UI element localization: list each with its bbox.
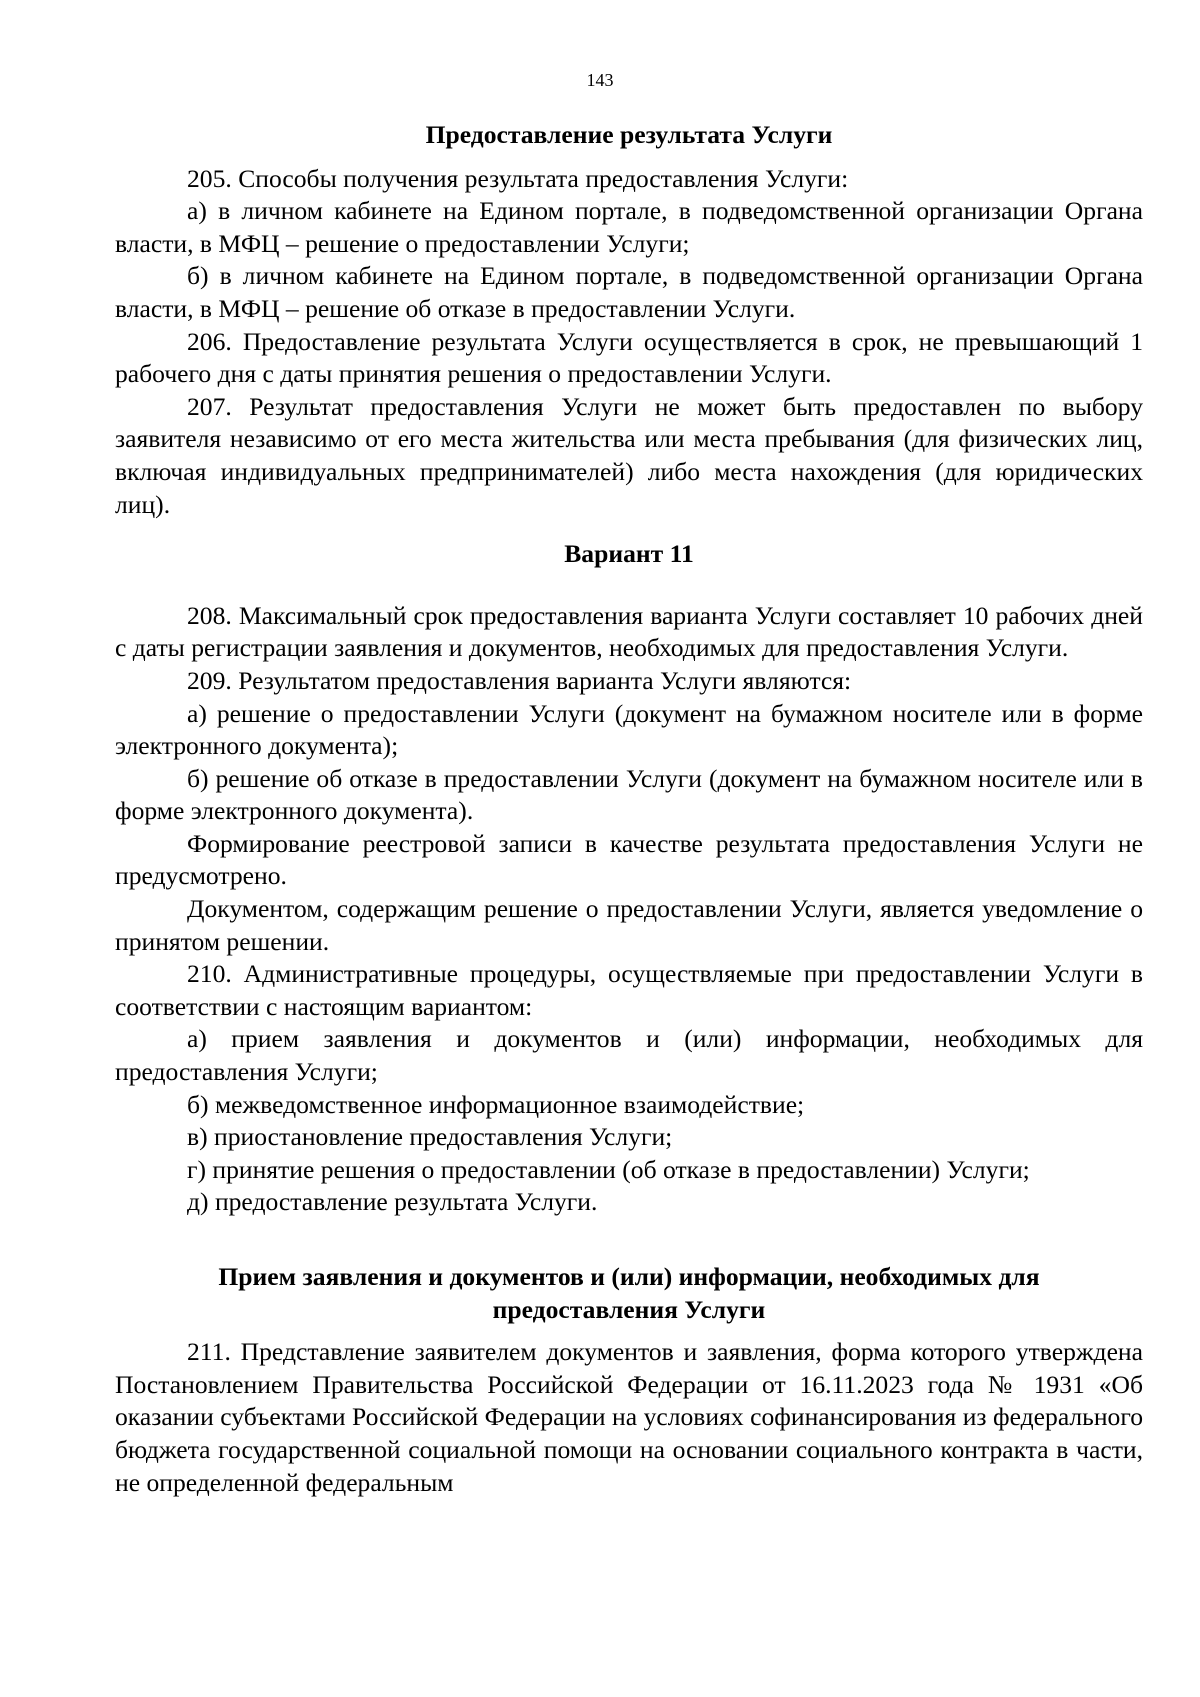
page-number: 143 xyxy=(586,70,614,90)
paragraph-registry-record: Формирование реестровой записи в качестве результата предоставления Услуги не предусмотрено. xyxy=(115,828,1143,891)
paragraph-205-a: а) в личном кабинете на Едином портале, в подведомственной организации Органа власти, в МФЦ – решение о предоставлении Услуги; xyxy=(115,196,1143,258)
paragraph-209: 209. Результатом предоставления варианта Услуги являются: xyxy=(187,665,852,695)
section-heading-result: Предоставление результата Услуги xyxy=(425,120,833,149)
paragraph-206: 206. Предоставление результата Услуги осуществляется в срок, не превышающий 1 рабочего дня с даты принятия решения о предоставлении Услуги. xyxy=(115,326,1143,389)
paragraph-210-a: а) прием заявления и документов и (или) информации, необходимых для предоставления Услуги; xyxy=(115,1024,1143,1087)
section-heading-application-intake xyxy=(115,1261,1143,1326)
paragraph-210-b: б) межведомственное информационное взаимодействие; xyxy=(187,1089,805,1119)
paragraph-210-d: д) предоставление результата Услуги. xyxy=(187,1187,598,1217)
paragraph-211: 211. Представление заявителем документов и заявления, форма которого утверждена Постановлением Правительства Российской Федерации от 16.11.2023 года № 1931 «Об оказании субъектами Российской Федерации на условиях софинансирования из федерального бюджета государственной социальной помощи на основании социального контракта в части, не определенной федеральным xyxy=(115,1337,1143,1497)
paragraph-205: 205. Способы получения результата предоставления Услуги: xyxy=(187,163,849,193)
paragraph-205-b: б) в личном кабинете на Едином портале, в подведомственной организации Органа власти, в МФЦ – решение об отказе в предоставлении Услуги. xyxy=(115,261,1143,323)
paragraph-decision-document: Документом, содержащим решение о предоставлении Услуги, является уведомление о принятом решении. xyxy=(115,894,1143,956)
heading-line-2: предоставления Услуги xyxy=(492,1294,766,1324)
document-body xyxy=(115,119,1143,1499)
paragraph-208: 208. Максимальный срок предоставления варианта Услуги составляет 10 рабочих дней с даты регистрации заявления и документов, необходимых для предоставления Услуги. xyxy=(115,600,1143,663)
paragraph-210-v: в) приостановление предоставления Услуги; xyxy=(187,1122,673,1152)
heading-line-1: Прием заявления и документов и (или) информации, необходимых для xyxy=(218,1262,1040,1291)
paragraph-210: 210. Административные процедуры, осуществляемые при предоставлении Услуги в соответствии с настоящим вариантом: xyxy=(115,959,1143,1021)
section-heading-variant-11: Вариант 11 xyxy=(564,539,694,569)
paragraph-210-g: г) принятие решения о предоставлении (об отказе в предоставлении) Услуги; xyxy=(187,1154,1030,1184)
paragraph-207: 207. Результат предоставления Услуги не может быть предоставлен по выбору заявителя независимо от его места жительства или места пребывания (для физических лиц, включая индивидуальных предпринимателей) либо места нахождения (для юридических лиц). xyxy=(115,391,1143,519)
paragraph-209-b: б) решение об отказе в предоставлении Услуги (документ на бумажном носителе или в форме электронного документа). xyxy=(115,763,1143,826)
paragraph-209-a: а) решение о предоставлении Услуги (документ на бумажном носителе или в форме электронного документа); xyxy=(115,698,1143,761)
